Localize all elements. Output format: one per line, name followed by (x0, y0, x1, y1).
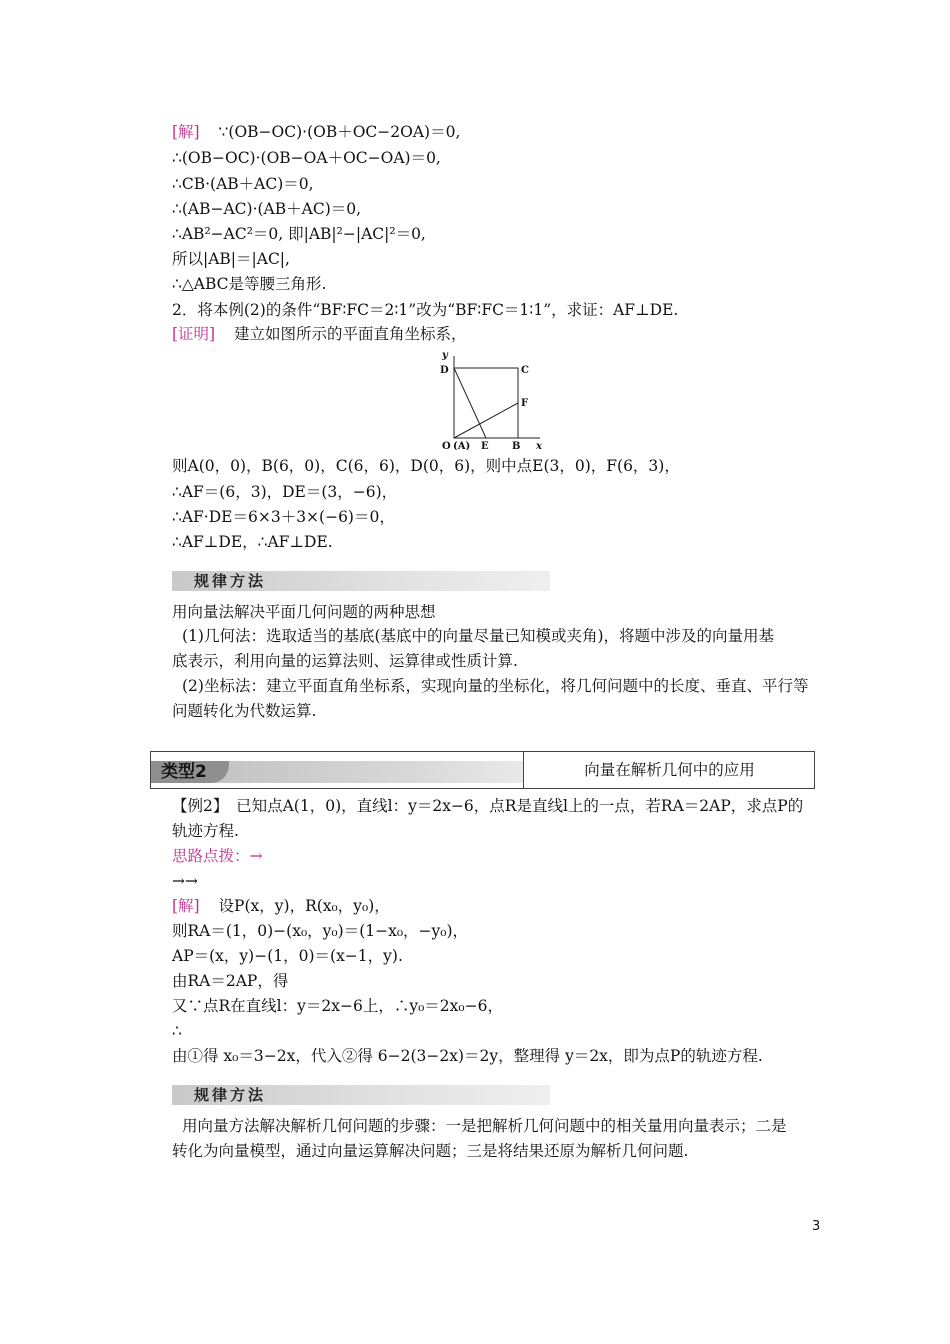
label-b: B (512, 441, 521, 450)
proof-line-2: 则A(0，0)，B(6，0)，C(6，6)，D(0，6)，则中点E(3，0)，F(6，3)， (172, 457, 680, 475)
method-heading: 规律方法 (194, 572, 267, 590)
solution2-text: 设P(x，y)，R(x₀，y₀)， (218, 897, 390, 915)
label-a: (A) (453, 441, 471, 450)
proof-line-4: ∴AF·DE＝6×3＋3×(−6)＝0， (172, 508, 395, 526)
solution2-line-2: 则RA＝(1，0)−(x₀，y₀)＝(1−x₀，−y₀)， (172, 922, 469, 940)
method-p1a: (1)几何法：选取适当的基底(基底中的向量尽量已知模或夹角)，将题中涉及的向量用基 (182, 627, 775, 645)
label-x: x (536, 441, 542, 450)
segment-de (454, 368, 486, 438)
solution-line-6: 所以|AB|＝|AC|, (172, 250, 290, 268)
proof-line-5: ∴AF⊥DE，∴AF⊥DE. (172, 533, 333, 551)
label-o: O (442, 441, 451, 450)
segment-af (454, 403, 518, 438)
proof-tag: [证明] (172, 325, 216, 343)
solution2-line-3: AP＝(x，y)−(1，0)＝(x−1，y). (172, 947, 403, 965)
solution2-line-6: ∴ (172, 1022, 182, 1040)
example-line-1: 【例2】 已知点A(1，0)，直线l：y＝2x−6，点R是直线l上的一点，若RA＝2AP，求点P的 (172, 797, 804, 815)
label-e: E (481, 441, 489, 450)
example-line-2: 轨迹方程. (172, 822, 239, 840)
solution-line-2: ∴(OB−OC)·(OB−OA＋OC−OA)＝0, (172, 149, 441, 167)
type-tab (151, 761, 229, 783)
label-y: y (442, 350, 448, 361)
method-heading-bar (172, 571, 550, 591)
solution2-tag: [解] (172, 897, 200, 915)
method-p1b: 底表示，利用向量的运算法则、运算律或性质计算. (172, 652, 518, 670)
solution2-line-5: 又∵点R在直线l：y＝2x−6上，∴y₀＝2x₀−6， (172, 997, 503, 1015)
proof-line-3: ∴AF＝(6，3)，DE＝(3，−6)， (172, 483, 398, 501)
method2-p1: 用向量方法解决解析几何问题的步骤：一是把解析几何问题中的相关量用向量表示；二是 (182, 1117, 787, 1135)
solution-line-4: ∴(AB−AC)·(AB＋AC)＝0, (172, 200, 362, 218)
solution-line-3: ∴CB·(AB＋AC)＝0, (172, 175, 314, 193)
coordinate-figure (432, 350, 552, 450)
label-f: F (521, 398, 529, 409)
square (454, 368, 518, 438)
method-p2b: 问题转化为代数运算. (172, 702, 317, 720)
hint-arrows: →→ (172, 872, 198, 890)
type-title: 向量在解析几何中的应用 (523, 752, 815, 788)
proof-text: 建立如图所示的平面直角坐标系， (234, 325, 467, 343)
proof-line-1 (172, 323, 467, 345)
method-intro: 用向量法解决平面几何问题的两种思想 (172, 603, 436, 621)
method2-heading-bar (172, 1085, 550, 1105)
method2-p2: 转化为向量模型，通过向量运算解决问题；三是将结果还原为解析几何问题. (172, 1142, 689, 1160)
solution-line-7: ∴△ABC是等腰三角形. (172, 275, 327, 293)
hint-line: 思路点拨：→ (172, 847, 263, 865)
label-c: C (521, 365, 529, 376)
solution-text: ∵(OB−OC)·(OB＋OC−2OA)＝0, (218, 123, 461, 141)
method-p2a: (2)坐标法：建立平面直角坐标系，实现向量的坐标化，将几何问题中的长度、垂直、平行等 (182, 677, 809, 695)
label-d: D (440, 365, 449, 376)
solution2-line-7: 由①得 x₀＝3−2x，代入②得 6−2(3−2x)＝2y，整理得 y＝2x，即为点P的轨迹方程. (172, 1047, 763, 1065)
page-number: 3 (812, 1219, 821, 1234)
type-heading-box (150, 751, 815, 789)
type-heading-bar (151, 761, 523, 783)
solution-line-5: ∴AB²−AC²＝0, 即|AB|²−|AC|²＝0, (172, 225, 426, 243)
solution-line-1 (172, 121, 460, 143)
method2-heading: 规律方法 (194, 1086, 267, 1104)
type-tab-label: 类型2 (161, 762, 207, 782)
solution2-line-1 (172, 895, 390, 917)
question-2: 2．将本例(2)的条件“BF∶FC＝2∶1”改为“BF∶FC＝1∶1”，求证：AF⊥DE. (172, 301, 679, 319)
solution2-line-4: 由RA＝2AP，得 (172, 972, 289, 990)
solution-tag: [解] (172, 123, 200, 141)
